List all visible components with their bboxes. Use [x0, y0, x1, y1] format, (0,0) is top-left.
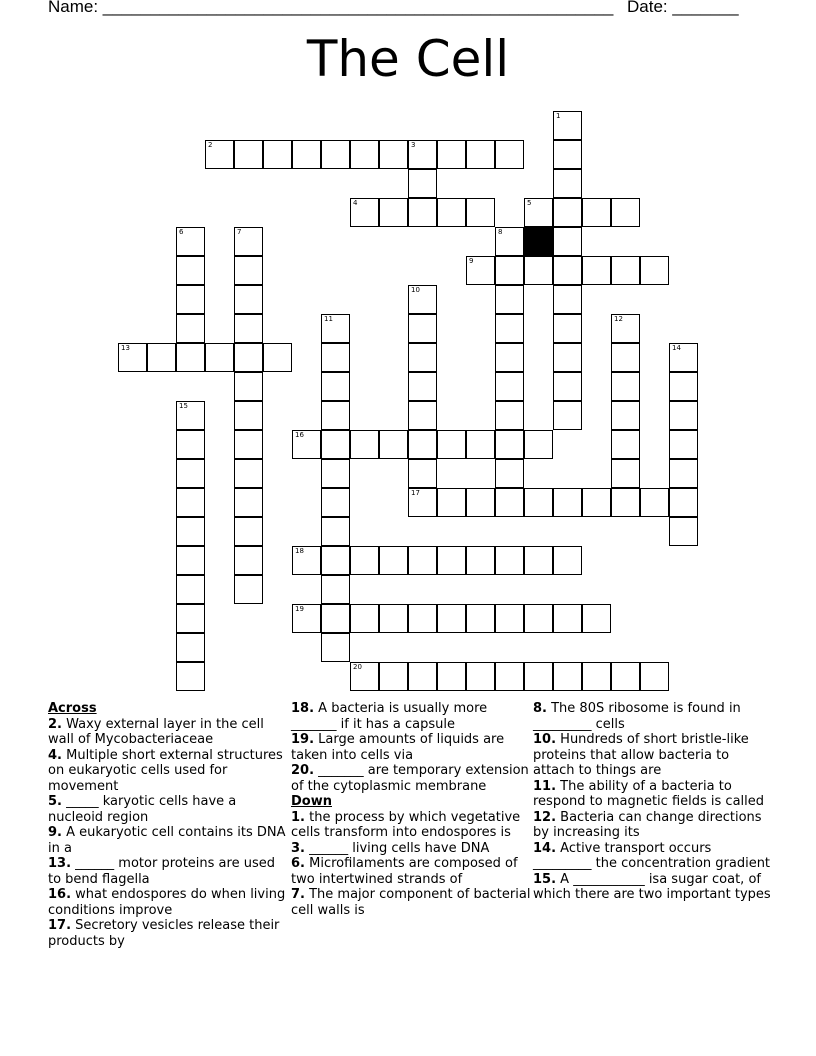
grid-cell[interactable] — [350, 198, 379, 227]
grid-cell[interactable] — [379, 140, 408, 169]
grid-cell[interactable] — [176, 633, 205, 662]
grid-cell[interactable] — [408, 662, 437, 691]
clue-across-16: 16. what endospores do when living conditions improve — [48, 887, 286, 918]
cell-number: 2 — [208, 141, 213, 149]
clue-down-14: 14. Active transport occurs _________ the concentration gradient — [533, 840, 771, 871]
grid-cell[interactable] — [553, 372, 582, 401]
grid-cell[interactable] — [176, 604, 205, 633]
grid-cell[interactable] — [582, 256, 611, 285]
clue-across-13: 13. ______ motor proteins are used to bend flagella — [48, 856, 275, 887]
cell-number: 7 — [237, 228, 242, 236]
cell-number: 16 — [295, 431, 304, 439]
grid-cell[interactable] — [611, 488, 640, 517]
cell-number: 14 — [672, 344, 681, 352]
grid-cell[interactable] — [582, 604, 611, 633]
grid-cell[interactable] — [669, 488, 698, 517]
cell-number: 12 — [614, 315, 623, 323]
grid-cell[interactable] — [611, 401, 640, 430]
grid-cell[interactable] — [350, 546, 379, 575]
grid-cell[interactable] — [495, 401, 524, 430]
clue-across-17: 17. Secretory vesicles release their products by — [48, 918, 280, 949]
grid-cell[interactable] — [611, 459, 640, 488]
grid-cell[interactable] — [466, 256, 495, 285]
grid-cell[interactable] — [437, 140, 466, 169]
grid-cell[interactable] — [234, 517, 263, 546]
clue-across-5: 5. _____ karyotic cells have a nucleoid region — [48, 794, 237, 825]
grid-cell[interactable] — [379, 604, 408, 633]
grid-cell[interactable] — [176, 575, 205, 604]
grid-cell[interactable] — [176, 662, 205, 691]
grid-cell[interactable] — [466, 546, 495, 575]
grid-cell[interactable] — [495, 140, 524, 169]
grid-cell[interactable] — [611, 372, 640, 401]
cell-number: 1 — [556, 112, 561, 120]
grid-cell[interactable] — [437, 430, 466, 459]
grid-cell[interactable] — [408, 285, 437, 314]
grid-cell[interactable] — [176, 459, 205, 488]
grid-cell[interactable] — [437, 604, 466, 633]
name-field-label: Name: ______________________________________________________ — [48, 0, 614, 16]
grid-cell[interactable] — [408, 169, 437, 198]
grid-cell[interactable] — [669, 430, 698, 459]
grid-cell[interactable] — [553, 198, 582, 227]
grid-cell[interactable] — [437, 546, 466, 575]
grid-cell[interactable] — [553, 285, 582, 314]
grid-cell[interactable] — [205, 140, 234, 169]
grid-cell[interactable] — [553, 256, 582, 285]
grid-cell[interactable] — [524, 662, 553, 691]
grid-cell[interactable] — [582, 198, 611, 227]
clue-down-12: 12. Bacteria can change directions by increasing its — [533, 809, 762, 840]
grid-cell[interactable] — [669, 401, 698, 430]
clue-across-20: 20. _______ are temporary extension of the cytoplasmic membrane — [291, 763, 529, 794]
grid-cell[interactable] — [582, 662, 611, 691]
grid-cell[interactable] — [234, 140, 263, 169]
grid-cell[interactable] — [408, 343, 437, 372]
clue-down-10: 10. Hundreds of short bristle-like proteins that allow bacteria to attach to things are — [533, 732, 749, 778]
clue-across-9: 9. A eukaryotic cell contains its DNA in a — [48, 825, 286, 856]
grid-cell[interactable] — [350, 662, 379, 691]
cell-number: 3 — [411, 141, 416, 149]
grid-cell[interactable] — [611, 662, 640, 691]
grid-cell[interactable] — [321, 517, 350, 546]
clue-down-15: 15. A ___________ isa sugar coat, of which there are two important types — [533, 871, 771, 902]
cell-number: 11 — [324, 315, 333, 323]
grid-cell[interactable] — [640, 662, 669, 691]
grid-cell[interactable] — [147, 343, 176, 372]
grid-cell[interactable] — [321, 401, 350, 430]
grid-cell[interactable] — [321, 488, 350, 517]
clue-down-6: 6. Microfilaments are composed of two intertwined strands of — [291, 856, 518, 887]
grid-cell[interactable] — [408, 459, 437, 488]
grid-cell[interactable] — [582, 488, 611, 517]
grid-cell[interactable] — [466, 662, 495, 691]
grid-cell[interactable] — [292, 140, 321, 169]
grid-cell[interactable] — [437, 198, 466, 227]
grid-cell[interactable] — [234, 256, 263, 285]
grid-cell[interactable] — [350, 140, 379, 169]
grid-cell[interactable] — [176, 314, 205, 343]
grid-cell[interactable] — [234, 575, 263, 604]
grid-cell[interactable] — [292, 546, 321, 575]
grid-cell[interactable] — [553, 343, 582, 372]
grid-cell-blocked — [524, 227, 553, 256]
clue-across-4: 4. Multiple short external structures on eukaryotic cells used for movement — [48, 747, 283, 794]
grid-cell[interactable] — [408, 372, 437, 401]
grid-cell[interactable] — [495, 314, 524, 343]
grid-cell[interactable] — [176, 285, 205, 314]
grid-cell[interactable] — [321, 343, 350, 372]
cell-number: 8 — [498, 228, 503, 236]
grid-cell[interactable] — [669, 372, 698, 401]
across-heading: Across — [48, 701, 97, 716]
grid-cell[interactable] — [350, 604, 379, 633]
grid-cell[interactable] — [234, 401, 263, 430]
grid-cell[interactable] — [611, 198, 640, 227]
grid-cell[interactable] — [350, 430, 379, 459]
grid-cell[interactable] — [234, 343, 263, 372]
grid-cell[interactable] — [553, 314, 582, 343]
cell-number: 9 — [469, 257, 474, 265]
grid-cell[interactable] — [176, 546, 205, 575]
grid-cell[interactable] — [640, 488, 669, 517]
grid-cell[interactable] — [495, 285, 524, 314]
grid-cell[interactable] — [176, 401, 205, 430]
grid-cell[interactable] — [611, 256, 640, 285]
grid-cell[interactable] — [321, 459, 350, 488]
grid-cell[interactable] — [379, 430, 408, 459]
grid-cell[interactable] — [466, 488, 495, 517]
grid-cell[interactable] — [234, 372, 263, 401]
grid-cell[interactable] — [379, 662, 408, 691]
grid-cell[interactable] — [234, 546, 263, 575]
grid-cell[interactable] — [176, 517, 205, 546]
grid-cell[interactable] — [495, 459, 524, 488]
down-heading: Down — [291, 794, 332, 809]
cell-number: 4 — [353, 199, 358, 207]
grid-cell[interactable] — [234, 430, 263, 459]
grid-cell[interactable] — [379, 198, 408, 227]
grid-cell[interactable] — [408, 604, 437, 633]
grid-cell[interactable] — [553, 401, 582, 430]
clue-down-3: 3. ______ living cells have DNA — [291, 840, 490, 856]
grid-cell[interactable] — [553, 227, 582, 256]
grid-cell[interactable] — [611, 343, 640, 372]
grid-cell[interactable] — [524, 256, 553, 285]
cell-number: 13 — [121, 344, 130, 352]
grid-cell[interactable] — [495, 227, 524, 256]
grid-cell[interactable] — [611, 314, 640, 343]
grid-cell[interactable] — [553, 546, 582, 575]
cell-number: 18 — [295, 547, 304, 555]
grid-cell[interactable] — [234, 285, 263, 314]
grid-cell[interactable] — [292, 604, 321, 633]
grid-cell[interactable] — [466, 198, 495, 227]
grid-cell[interactable] — [292, 430, 321, 459]
grid-cell[interactable] — [321, 140, 350, 169]
grid-cell[interactable] — [234, 459, 263, 488]
grid-cell[interactable] — [553, 140, 582, 169]
grid-cell[interactable] — [524, 546, 553, 575]
grid-cell[interactable] — [553, 111, 582, 140]
cell-number: 5 — [527, 199, 532, 207]
grid-cell[interactable] — [495, 430, 524, 459]
grid-cell[interactable] — [553, 662, 582, 691]
clue-across-19: 19. Large amounts of liquids are taken into cells via — [291, 732, 505, 763]
clues-column-1 — [48, 701, 288, 949]
cell-number: 20 — [353, 663, 362, 671]
grid-cell[interactable] — [176, 256, 205, 285]
grid-cell[interactable] — [205, 343, 234, 372]
grid-cell[interactable] — [408, 198, 437, 227]
grid-cell[interactable] — [176, 430, 205, 459]
grid-cell[interactable] — [408, 430, 437, 459]
grid-cell[interactable] — [118, 343, 147, 372]
cell-number: 6 — [179, 228, 184, 236]
clue-across-18: 18. A bacteria is usually more _______ if it has a capsule — [291, 701, 488, 732]
cell-number: 17 — [411, 489, 420, 497]
grid-cell[interactable] — [408, 546, 437, 575]
grid-cell[interactable] — [553, 169, 582, 198]
grid-cell[interactable] — [611, 430, 640, 459]
grid-cell[interactable] — [495, 372, 524, 401]
grid-cell[interactable] — [321, 372, 350, 401]
grid-cell[interactable] — [176, 488, 205, 517]
grid-cell[interactable] — [524, 604, 553, 633]
grid-cell[interactable] — [176, 343, 205, 372]
grid-cell[interactable] — [495, 256, 524, 285]
grid-cell[interactable] — [263, 343, 292, 372]
grid-cell[interactable] — [321, 430, 350, 459]
grid-cell[interactable] — [466, 140, 495, 169]
grid-cell[interactable] — [524, 198, 553, 227]
grid-cell[interactable] — [408, 401, 437, 430]
grid-cell[interactable] — [524, 430, 553, 459]
grid-cell[interactable] — [669, 459, 698, 488]
grid-cell[interactable] — [437, 488, 466, 517]
grid-cell[interactable] — [437, 662, 466, 691]
grid-cell[interactable] — [408, 314, 437, 343]
grid-cell[interactable] — [321, 633, 350, 662]
grid-cell[interactable] — [466, 430, 495, 459]
grid-cell[interactable] — [553, 604, 582, 633]
cell-number: 10 — [411, 286, 420, 294]
grid-cell[interactable] — [176, 227, 205, 256]
cell-number: 15 — [179, 402, 188, 410]
clue-down-8: 8. The 80S ribosome is found in _________ cells — [533, 701, 741, 732]
clue-down-11: 11. The ability of a bacteria to respond to magnetic fields is called — [533, 778, 765, 809]
grid-cell[interactable] — [234, 314, 263, 343]
date-field-label: Date: _______ — [627, 0, 739, 16]
grid-cell[interactable] — [379, 546, 408, 575]
grid-cell[interactable] — [495, 546, 524, 575]
grid-cell[interactable] — [495, 662, 524, 691]
grid-cell[interactable] — [640, 256, 669, 285]
grid-cell[interactable] — [466, 604, 495, 633]
grid-cell[interactable] — [553, 488, 582, 517]
page-title: The Cell — [306, 30, 510, 88]
grid-cell[interactable] — [234, 488, 263, 517]
grid-cell[interactable] — [321, 575, 350, 604]
grid-cell[interactable] — [495, 488, 524, 517]
grid-cell[interactable] — [524, 488, 553, 517]
grid-cell[interactable] — [408, 140, 437, 169]
clues-column-3 — [533, 701, 773, 903]
grid-cell[interactable] — [495, 604, 524, 633]
clue-down-7: 7. The major component of bacterial cell walls is — [291, 887, 531, 918]
grid-cell[interactable] — [321, 604, 350, 633]
grid-cell[interactable] — [495, 343, 524, 372]
grid-cell[interactable] — [321, 546, 350, 575]
grid-cell[interactable] — [408, 488, 437, 517]
grid-cell[interactable] — [234, 227, 263, 256]
grid-cell[interactable] — [669, 343, 698, 372]
cell-number: 19 — [295, 605, 304, 613]
clue-down-1: 1. the process by which vegetative cells transform into endospores is — [291, 809, 521, 840]
grid-cell[interactable] — [669, 517, 698, 546]
grid-cell[interactable] — [263, 140, 292, 169]
grid-cell[interactable] — [321, 314, 350, 343]
clues-column-2 — [291, 701, 531, 918]
clue-across-2: 2. Waxy external layer in the cell wall of Mycobacteriaceae — [48, 716, 264, 747]
